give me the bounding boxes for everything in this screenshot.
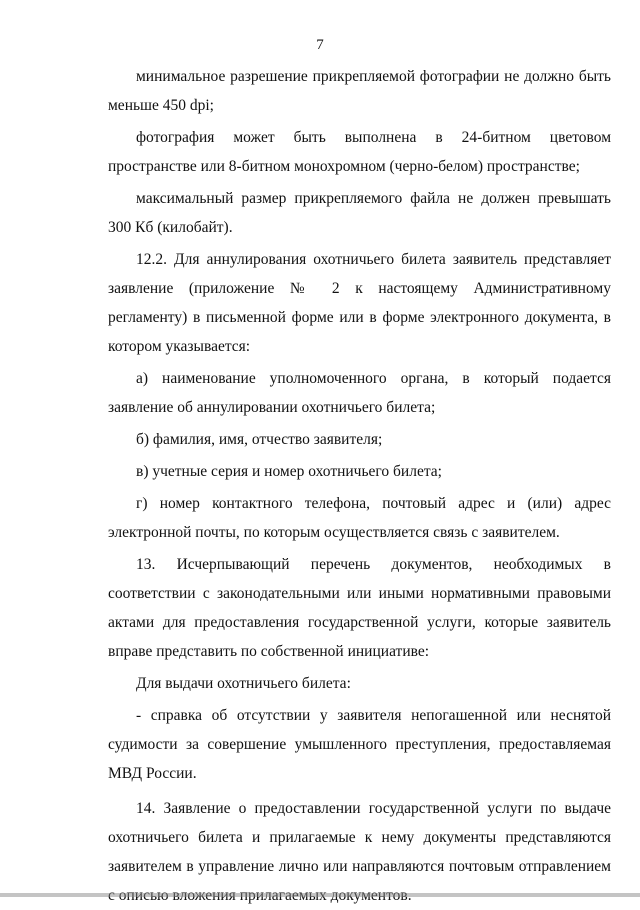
list-item-v: в) учетные серия и номер охотничьего билета; bbox=[136, 463, 442, 480]
paragraph-photo-resolution: минимальное разрешение прикрепляемой фотографии не должно быть меньше 450 dpi; bbox=[108, 68, 611, 114]
page-number: 7 bbox=[316, 37, 324, 53]
scan-bottom-edge bbox=[0, 893, 640, 897]
list-item-b: б) фамилия, имя, отчество заявителя; bbox=[136, 431, 383, 448]
document-body bbox=[108, 62, 611, 910]
paragraph-file-size: максимальный размер прикрепляемого файла не должен превышать 300 Кб (килобайт). bbox=[108, 190, 611, 236]
list-item-a: а) наименование уполномоченного органа, в который подается заявление об аннулировании охотничьего билета; bbox=[108, 370, 611, 416]
paragraph-criminal-record-certificate: - справка об отсутствии у заявителя непогашенной или неснятой судимости за совершение умышленного преступления, предоставляемая МВД России. bbox=[108, 707, 611, 782]
paragraph-12-2-annulment: 12.2. Для аннулирования охотничьего билета заявитель представляет заявление (приложение № 2 к настоящему Административному регламенту) в письменной форме или в форме электронного документа, в котором указывается: bbox=[108, 251, 611, 355]
paragraph-13-documents: 13. Исчерпывающий перечень документов, необходимых в соответствии с законодательными или иными нормативными правовыми актами для предоставления государственной услуги, которые заявитель вправе представить по собственной инициативе: bbox=[108, 556, 611, 660]
paragraph-photo-color-space: фотография может быть выполнена в 24-битном цветовом пространстве или 8-битном монохромном (черно-белом) пространстве; bbox=[108, 129, 611, 175]
paragraph-14-application: 14. Заявление о предоставлении государственной услуги по выдаче охотничьего билета и прилагаемые к нему документы представляются заявителем в управление лично или направляются почтовым отправлением bbox=[108, 800, 611, 875]
paragraph-hunting-ticket-issue: Для выдачи охотничьего билета: bbox=[136, 675, 351, 692]
list-item-g: г) номер контактного телефона, почтовый адрес и (или) адрес электронной почты, по которым осуществляется связь с заявителем. bbox=[108, 495, 611, 541]
